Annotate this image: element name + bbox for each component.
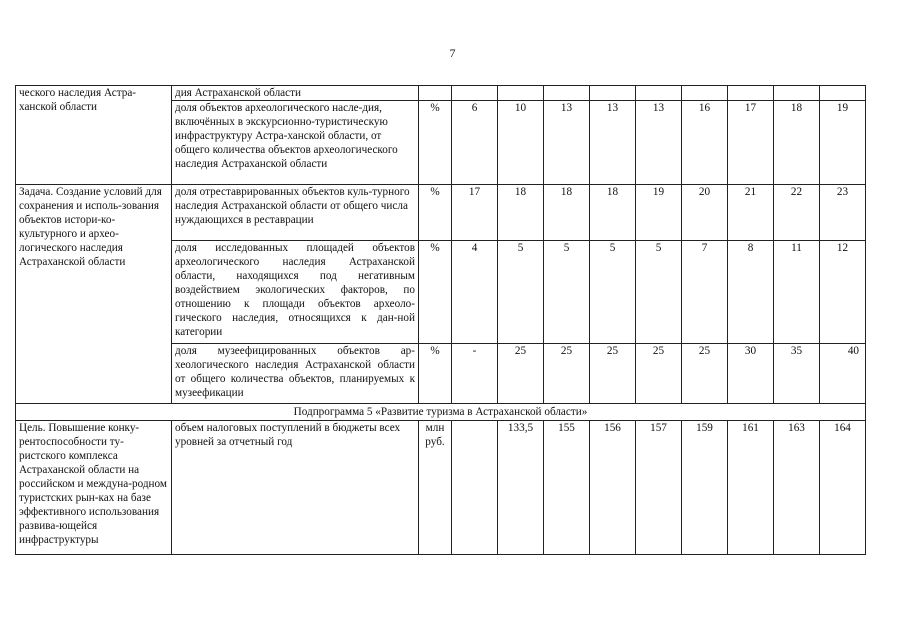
table-row: [16, 421, 866, 555]
subprogram-title: Подпрограмма 5 «Развитие туризма в Астраханской области»: [16, 404, 866, 421]
indicator-cell: доля отреставрированных объектов куль-турного наследия Астраханской области от общего числа нуждающихся в реставрации: [172, 185, 419, 241]
value-cell: 159: [682, 421, 728, 555]
value-cell: 163: [774, 421, 820, 555]
value-cell: 6: [452, 101, 498, 185]
value-cell: 12: [820, 241, 866, 344]
indicator-cell: доля музеефицированных объектов ар-хеологического наследия Астраханской области от общего количества объектов, планируемых к музеефикации: [172, 344, 419, 404]
value-cell: 19: [636, 185, 682, 241]
page-number: 7: [449, 46, 456, 60]
indicator-cell: доля объектов археологического насле-дия, включённых в экскурсионно-туристическую инфраструктуру Астра-ханской области, от общего количества объектов археологического наследия Астраханской области: [172, 101, 419, 185]
value-cell: 5: [636, 241, 682, 344]
value-cell: 7: [682, 241, 728, 344]
unit-cell: %: [419, 344, 452, 404]
value-cell: 18: [590, 185, 636, 241]
value-cell: 22: [774, 185, 820, 241]
value-cell: 10: [498, 101, 544, 185]
value-cell: 4: [452, 241, 498, 344]
unit-cell: %: [419, 241, 452, 344]
value-cell: 155: [544, 421, 590, 555]
value-cell: 18: [544, 185, 590, 241]
value-cell: 30: [728, 344, 774, 404]
indicator-cell: доля исследованных площадей объектов археологического наследия Астраханской области, находящихся под негативным воздействием экологических факторов, по отношению к площади объектов археоло-гического наследия, относящихся к дан-ной категории: [172, 241, 419, 344]
value-cell: 25: [636, 344, 682, 404]
value-cell: 25: [590, 344, 636, 404]
value-cell: 19: [820, 101, 866, 185]
value-cell: 13: [636, 101, 682, 185]
value-cell: 133,5: [498, 421, 544, 555]
value-cell: -: [452, 344, 498, 404]
unit-cell: млн руб.: [419, 421, 452, 555]
task-cell: Задача. Создание условий для сохранения и исполь-зования объектов истори-ко-культурного и архео-логического наследия Астраханской области: [16, 185, 172, 404]
unit-cell: %: [419, 101, 452, 185]
value-cell: 23: [820, 185, 866, 241]
value-cell: 17: [728, 101, 774, 185]
goal-cell: ческого наследия Астра-ханской области: [16, 86, 172, 185]
goal-cell: Цель. Повышение конку-рентоспособности ту-ристского комплекса Астраханской области на российском и междуна-родном туристских рын-ках на базе эффективного использования развива-ющейся инфраструктуры: [16, 421, 172, 555]
value-cell: 25: [682, 344, 728, 404]
subprogram-row: [16, 404, 866, 421]
indicators-table: [15, 85, 866, 555]
value-cell: 11: [774, 241, 820, 344]
value-cell: 8: [728, 241, 774, 344]
value-cell: 161: [728, 421, 774, 555]
value-cell: 25: [498, 344, 544, 404]
value-cell: 25: [544, 344, 590, 404]
value-cell: 18: [774, 101, 820, 185]
value-cell: 18: [498, 185, 544, 241]
value-cell: 21: [728, 185, 774, 241]
value-cell: 17: [452, 185, 498, 241]
value-cell: 5: [544, 241, 590, 344]
value-cell: 156: [590, 421, 636, 555]
value-cell: 40: [820, 344, 866, 404]
value-cell: 13: [590, 101, 636, 185]
value-cell: [452, 421, 498, 555]
value-cell: 16: [682, 101, 728, 185]
value-cell: 164: [820, 421, 866, 555]
value-cell: 157: [636, 421, 682, 555]
value-cell: 13: [544, 101, 590, 185]
value-cell: 35: [774, 344, 820, 404]
indicator-cell: объем налоговых поступлений в бюджеты всех уровней за отчетный год: [172, 421, 419, 555]
table-row: [16, 185, 866, 241]
value-cell: 5: [590, 241, 636, 344]
value-cell: 20: [682, 185, 728, 241]
unit-cell: %: [419, 185, 452, 241]
value-cell: 5: [498, 241, 544, 344]
indicator-cell: дия Астраханской области: [172, 86, 419, 101]
table-row: [16, 86, 866, 101]
